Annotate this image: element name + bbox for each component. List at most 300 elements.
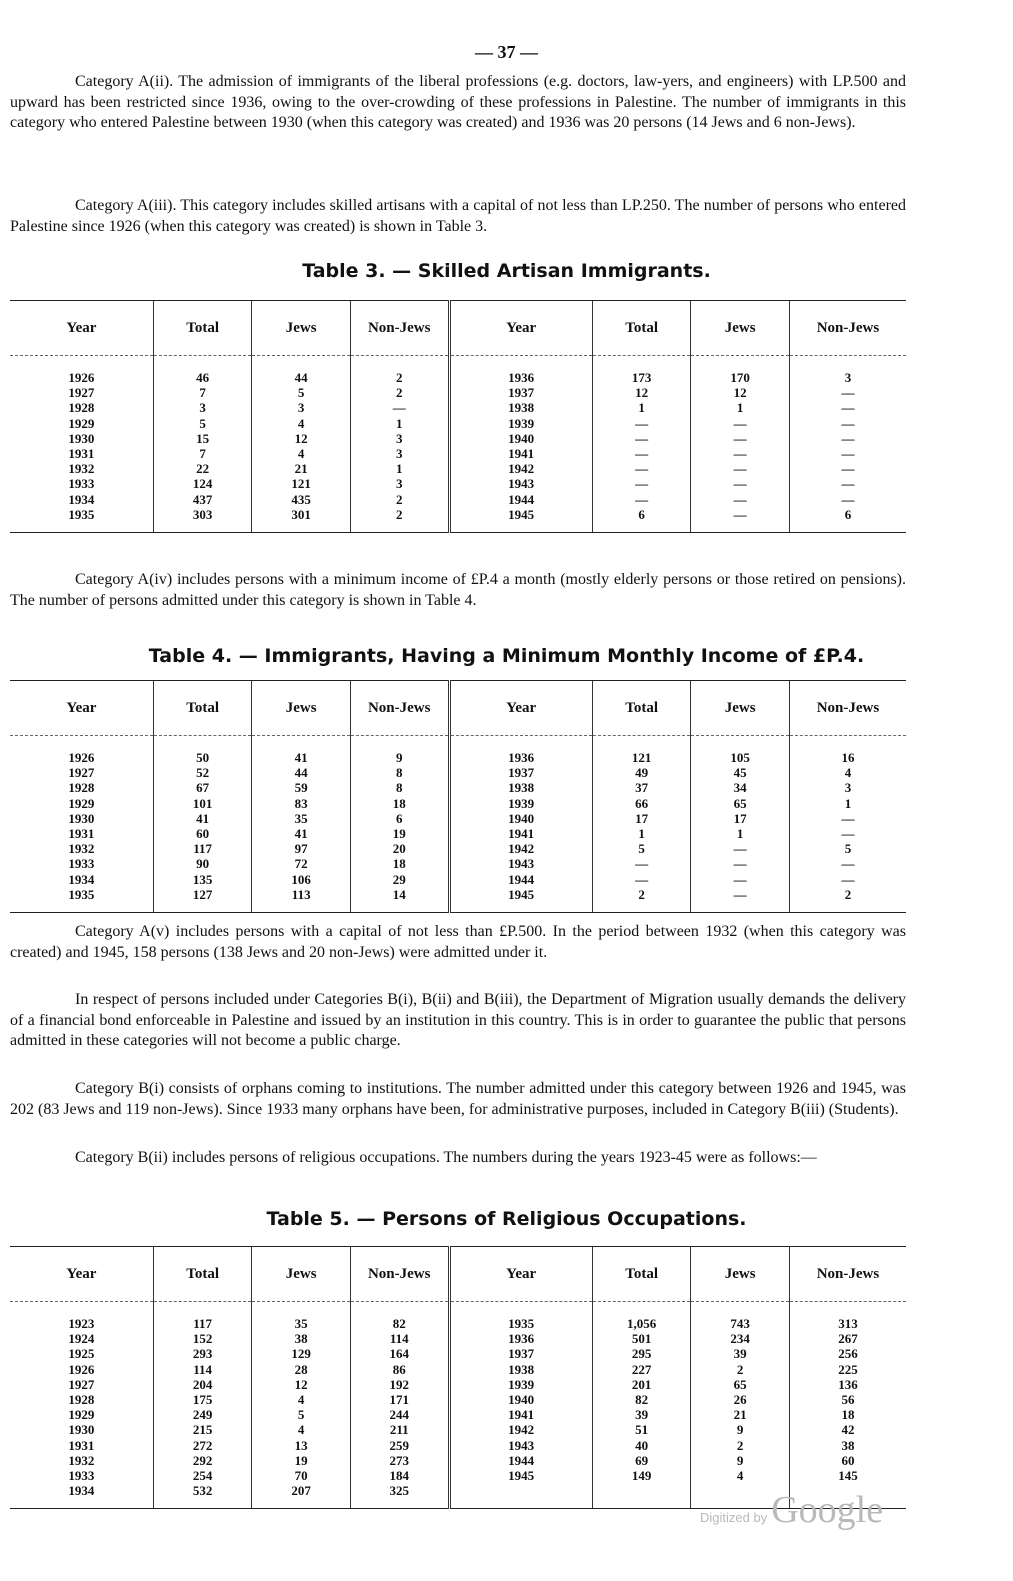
table-cell: 301 [252, 507, 351, 533]
table-4-title: Table 4. — Immigrants, Having a Minimum Monthly Income of £P.4. [148, 645, 865, 667]
table-cell: 60 [153, 826, 252, 841]
table-cell: 17 [592, 811, 691, 826]
table-cell: 532 [153, 1483, 252, 1509]
table-cell: 65 [691, 1377, 790, 1392]
table-row [10, 461, 906, 476]
column-header: Jews [252, 681, 351, 736]
table-cell: — [789, 476, 906, 491]
table-cell: 1934 [68, 491, 95, 507]
table-cell: 70 [252, 1468, 351, 1483]
table-cell: 3 [153, 400, 252, 415]
table-cell: 113 [252, 887, 351, 913]
table-row [10, 856, 906, 871]
table-cell: 14 [350, 887, 449, 913]
table-cell: — [691, 461, 790, 476]
table-row [10, 1392, 906, 1407]
table-cell: 1940 [449, 431, 592, 446]
table-cell: 4 [691, 1468, 790, 1483]
table-cell: 1938 [449, 1362, 592, 1377]
column-header: Total [592, 1247, 691, 1302]
table-cell: 204 [153, 1377, 252, 1392]
table-cell: 105 [691, 736, 790, 766]
table-cell: 22 [153, 461, 252, 476]
paragraph-category-a-iii: Category A(iii). This category includes skilled artisans with a capital of not less than LP.250. The number of persons who entered Palestine since 1926 (when this category was created) is shown in Table 3. [10, 197, 906, 235]
table-cell: 59 [252, 780, 351, 795]
table-cell: 8 [350, 765, 449, 780]
table-row [10, 1331, 906, 1346]
table-cell: 303 [153, 507, 252, 533]
table-cell: 1942 [449, 841, 592, 856]
column-header: Year [10, 301, 153, 356]
column-header: Year [449, 1247, 592, 1302]
table-cell: 437 [153, 492, 252, 507]
table-cell: 15 [153, 431, 252, 446]
table-cell: 9 [691, 1453, 790, 1468]
table-cell: 21 [691, 1407, 790, 1422]
table-cell: 60 [789, 1453, 906, 1468]
table-cell: 19 [252, 1453, 351, 1468]
table-cell: 121 [592, 736, 691, 766]
table-cell: — [789, 461, 906, 476]
table-cell: 114 [350, 1331, 449, 1346]
table-cell: 1934 [10, 1483, 153, 1509]
column-header: Non-Jews [350, 1247, 449, 1302]
table-cell: 66 [592, 796, 691, 811]
table-cell: 101 [153, 796, 252, 811]
table-cell: 69 [592, 1453, 691, 1468]
column-header: Non-Jews [350, 681, 449, 736]
table-row [10, 446, 906, 461]
table-cell: — [789, 811, 906, 826]
table-cell: 171 [350, 1392, 449, 1407]
table-cell: — [592, 856, 691, 871]
table-cell: 1932 [68, 841, 95, 857]
table-cell: 72 [252, 856, 351, 871]
table-cell: 1940 [449, 811, 592, 826]
table-cell: 1928 [68, 1392, 95, 1408]
table-cell: — [592, 461, 691, 476]
table-cell: 170 [691, 356, 790, 386]
table-cell: 325 [350, 1483, 449, 1509]
table-cell: 41 [252, 826, 351, 841]
table-cell: 127 [153, 887, 252, 913]
table-cell: 12 [691, 385, 790, 400]
table-cell: 2 [350, 385, 449, 400]
column-header: Jews [252, 301, 351, 356]
table-cell: 1940 [449, 1392, 592, 1407]
paragraph-categories-b: In respect of persons included under Categories B(i), B(ii) and B(iii), the Department of Migration usually demands the delivery of a financial bond enforceable in Palestine and issued by an institution in this country. This is in order to guarantee the public that persons admitted in these categories will not become a public charge. [10, 991, 906, 1049]
table-cell: 211 [350, 1422, 449, 1437]
table-cell: 1924 [68, 1331, 95, 1347]
table-cell: 17 [691, 811, 790, 826]
table-row [10, 1453, 906, 1468]
table-cell: — [691, 872, 790, 887]
table-cell: 35 [252, 811, 351, 826]
table-cell: 1930 [68, 430, 95, 446]
table-cell: 1939 [449, 416, 592, 431]
table-cell: 1932 [68, 1452, 95, 1468]
table-row [10, 780, 906, 795]
table-cell: 97 [252, 841, 351, 856]
table-cell: 37 [592, 780, 691, 795]
watermark-logo-text: Google [771, 1489, 884, 1531]
table-cell: — [592, 446, 691, 461]
table-cell: 1937 [449, 1346, 592, 1361]
table-cell: 49 [592, 765, 691, 780]
table-cell: 117 [153, 841, 252, 856]
table-cell: 41 [153, 811, 252, 826]
table-cell: 1929 [68, 795, 95, 811]
table-cell: 249 [153, 1407, 252, 1422]
table-cell: — [592, 431, 691, 446]
table-cell: 1930 [68, 810, 95, 826]
table-cell: 2 [691, 1438, 790, 1453]
table-cell: 3 [350, 431, 449, 446]
table-cell: 135 [153, 872, 252, 887]
table-cell: 1945 [449, 1468, 592, 1483]
table-cell: 207 [252, 1483, 351, 1509]
table-cell: 273 [350, 1453, 449, 1468]
table-cell: 225 [789, 1362, 906, 1377]
table-cell: 45 [691, 765, 790, 780]
table-cell: 173 [592, 356, 691, 386]
table-row [10, 841, 906, 856]
table-cell: 29 [350, 872, 449, 887]
table-row [10, 1422, 906, 1437]
table-cell: 7 [153, 446, 252, 461]
table-row [10, 385, 906, 400]
table-cell: 44 [252, 356, 351, 386]
column-header: Non-Jews [789, 301, 906, 356]
table-cell: 201 [592, 1377, 691, 1392]
table-cell: 227 [592, 1362, 691, 1377]
table-cell: 4 [252, 416, 351, 431]
table-cell: 1943 [449, 856, 592, 871]
table-cell: 6 [350, 811, 449, 826]
table-cell: 3 [789, 780, 906, 795]
table-row [10, 1377, 906, 1392]
table-cell: 256 [789, 1346, 906, 1361]
table-cell: — [789, 416, 906, 431]
table-cell: 12 [252, 431, 351, 446]
table-cell: 292 [153, 1453, 252, 1468]
column-header: Jews [691, 681, 790, 736]
table-cell: 1931 [68, 446, 95, 462]
table-row [10, 1302, 906, 1332]
table-cell: 1929 [68, 1407, 95, 1423]
table-cell: 2 [350, 356, 449, 386]
table-cell: 1945 [449, 507, 592, 533]
table-cell: 65 [691, 796, 790, 811]
table-cell: 83 [252, 796, 351, 811]
table-cell: — [789, 872, 906, 887]
table-cell: — [592, 416, 691, 431]
table-cell: 12 [592, 385, 691, 400]
table-cell: — [789, 856, 906, 871]
table-cell: 1942 [449, 461, 592, 476]
table-cell: — [691, 887, 790, 913]
table-cell: 501 [592, 1331, 691, 1346]
table-cell: 1 [789, 796, 906, 811]
column-header: Non-Jews [789, 681, 906, 736]
table-cell: 295 [592, 1346, 691, 1361]
table-cell: 234 [691, 1331, 790, 1346]
table-cell: 1941 [449, 1407, 592, 1422]
table-cell: 1925 [68, 1346, 95, 1362]
paragraph-category-b-ii: Category B(ii) includes persons of religious occupations. The numbers during the years 1923-45 were as follows:— [75, 1149, 817, 1166]
table-cell: — [592, 476, 691, 491]
table-cell: 2 [350, 492, 449, 507]
table-cell: — [691, 476, 790, 491]
column-header: Jews [252, 1247, 351, 1302]
table-cell: 6 [592, 507, 691, 533]
table-cell: 313 [789, 1302, 906, 1332]
table-cell: 6 [789, 507, 906, 533]
table-cell: 244 [350, 1407, 449, 1422]
table-cell: 5 [252, 385, 351, 400]
table-cell: 52 [153, 765, 252, 780]
column-header: Total [153, 1247, 252, 1302]
table-cell: 28 [252, 1362, 351, 1377]
table-cell: 259 [350, 1438, 449, 1453]
table-cell: 1930 [68, 1422, 95, 1438]
table-cell: — [789, 385, 906, 400]
table-cell: 19 [350, 826, 449, 841]
paragraph-category-a-v: Category A(v) includes persons with a capital of not less than £P.500. In the period between 1932 (when this category was created) and 1945, 158 persons (138 Jews and 20 non-Jews) were admitted under it. [10, 923, 906, 961]
table-cell: 1933 [68, 1468, 95, 1484]
table-cell: 56 [789, 1392, 906, 1407]
paragraph-category-a-ii: Category A(ii). The admission of immigrants of the liberal professions (e.g. doctors, law-yers, and engineers) with LP.500 and upward has been restricted since 1936, owing to the over-crowding of these professions in Palestine. The number of immigrants in this category who entered Palestine between 1930 (when this category was created) and 1936 was 20 persons (14 Jews and 6 non-Jews). [10, 73, 906, 131]
table-cell: 1944 [449, 492, 592, 507]
table-cell: 1926 [68, 1361, 95, 1377]
table-cell: 38 [789, 1438, 906, 1453]
table-cell: — [789, 431, 906, 446]
table-cell: 1926 [68, 750, 95, 765]
table-cell: 1936 [449, 736, 592, 766]
column-header: Year [10, 1247, 153, 1302]
table-cell: — [592, 492, 691, 507]
table-header-row [10, 1247, 906, 1302]
table-cell: 42 [789, 1422, 906, 1437]
table-cell: 254 [153, 1468, 252, 1483]
table-cell: 2 [592, 887, 691, 913]
table-cell: 39 [592, 1407, 691, 1422]
table-header-row [10, 681, 906, 736]
table-cell: 1937 [449, 385, 592, 400]
table-cell: — [691, 841, 790, 856]
table-row [10, 1346, 906, 1361]
column-header: Jews [691, 1247, 790, 1302]
table-cell: 435 [252, 492, 351, 507]
table-cell: 82 [592, 1392, 691, 1407]
table-cell: 41 [252, 736, 351, 766]
table-cell: 13 [252, 1438, 351, 1453]
table-cell: 164 [350, 1346, 449, 1361]
table-row [10, 476, 906, 491]
table-cell [449, 1483, 592, 1509]
table-cell: 743 [691, 1302, 790, 1332]
table-5-religious-occupations [10, 1246, 906, 1509]
table-cell: 1935 [10, 507, 153, 533]
table-cell: 86 [350, 1362, 449, 1377]
table-cell: 1938 [449, 780, 592, 795]
table-cell: 1941 [449, 446, 592, 461]
table-cell: 1939 [449, 796, 592, 811]
table-cell: 1944 [449, 1453, 592, 1468]
table-cell: 1941 [449, 826, 592, 841]
table-cell: 1944 [449, 872, 592, 887]
paragraph-category-a-iv: Category A(iv) includes persons with a minimum income of £P.4 a month (mostly elderly persons or those retired on pensions). The number of persons admitted under this category is shown in Table 4. [10, 571, 906, 609]
table-cell: — [350, 400, 449, 415]
table-cell: 1 [350, 416, 449, 431]
table-cell: 1935 [449, 1302, 592, 1332]
table-cell: 35 [252, 1302, 351, 1332]
table-cell: 67 [153, 780, 252, 795]
table-cell: — [691, 446, 790, 461]
table-cell: 1927 [68, 765, 95, 781]
column-header: Total [153, 681, 252, 736]
table-cell: 5 [153, 416, 252, 431]
table-row [10, 796, 906, 811]
table-cell: 149 [592, 1468, 691, 1483]
table-cell: 1 [691, 400, 790, 415]
table-cell: — [691, 507, 790, 533]
table-row [10, 826, 906, 841]
column-header: Year [449, 681, 592, 736]
table-cell: 44 [252, 765, 351, 780]
table-row [10, 872, 906, 887]
table-row [10, 811, 906, 826]
table-row [10, 400, 906, 415]
table-cell: 46 [153, 356, 252, 386]
table-cell: 9 [350, 736, 449, 766]
table-cell: 272 [153, 1438, 252, 1453]
table-cell: 1,056 [592, 1302, 691, 1332]
column-header: Year [449, 301, 592, 356]
table-cell: 1936 [449, 1331, 592, 1346]
table-cell: 21 [252, 461, 351, 476]
table-row [10, 765, 906, 780]
table-cell: 82 [350, 1302, 449, 1332]
table-cell: 1943 [449, 1438, 592, 1453]
table-cell: — [789, 492, 906, 507]
table-cell: 1 [592, 400, 691, 415]
table-row [10, 1407, 906, 1422]
table-cell: 1927 [68, 385, 95, 401]
table-row [10, 356, 906, 386]
table-cell: — [789, 446, 906, 461]
table-row [10, 1468, 906, 1483]
table-cell: 50 [153, 736, 252, 766]
google-watermark [700, 1488, 883, 1532]
table-cell: — [789, 826, 906, 841]
table-cell: 34 [691, 780, 790, 795]
table-row [10, 887, 906, 913]
table-cell: 8 [350, 780, 449, 795]
table-cell: 2 [350, 507, 449, 533]
table-cell: 175 [153, 1392, 252, 1407]
table-cell: — [691, 492, 790, 507]
table-cell: 18 [350, 856, 449, 871]
watermark-small-text: Digitized by [700, 1510, 768, 1525]
table-cell: 4 [252, 1392, 351, 1407]
table-cell: 3 [789, 356, 906, 386]
table-cell: 3 [252, 400, 351, 415]
table-cell: 3 [350, 476, 449, 491]
table-cell: 16 [789, 736, 906, 766]
table-cell: 145 [789, 1468, 906, 1483]
table-cell: 114 [153, 1362, 252, 1377]
table-cell: 5 [789, 841, 906, 856]
table-cell: 39 [691, 1346, 790, 1361]
table-cell: 1933 [68, 856, 95, 872]
table-row [10, 1438, 906, 1453]
table-cell [592, 1483, 691, 1509]
table-cell: 1926 [68, 370, 95, 385]
table-cell: 267 [789, 1331, 906, 1346]
table-cell: 1928 [68, 780, 95, 796]
table-cell: 51 [592, 1422, 691, 1437]
table-cell: 2 [691, 1362, 790, 1377]
table-row [10, 507, 906, 533]
column-header: Total [592, 681, 691, 736]
table-header-row [10, 301, 906, 356]
table-cell: 1939 [449, 1377, 592, 1392]
table-cell: — [691, 416, 790, 431]
table-cell: 184 [350, 1468, 449, 1483]
table-cell: 18 [789, 1407, 906, 1422]
table-cell: 1 [691, 826, 790, 841]
table-cell: 124 [153, 476, 252, 491]
table-cell: 7 [153, 385, 252, 400]
table-cell: 1935 [10, 887, 153, 913]
table-cell: 4 [789, 765, 906, 780]
table-cell: 152 [153, 1331, 252, 1346]
column-header: Non-Jews [789, 1247, 906, 1302]
column-header: Total [592, 301, 691, 356]
table-cell: 2 [789, 887, 906, 913]
table-cell: 90 [153, 856, 252, 871]
table-cell: 4 [252, 446, 351, 461]
table-cell: 1932 [68, 461, 95, 477]
table-cell: 293 [153, 1346, 252, 1361]
table-cell: — [789, 400, 906, 415]
table-cell: 1931 [68, 826, 95, 842]
table-3-skilled-artisans [10, 300, 906, 533]
table-4-minimum-income [10, 680, 906, 913]
table-cell: 1938 [449, 400, 592, 415]
table-cell: 1943 [449, 476, 592, 491]
table-cell: 1 [350, 461, 449, 476]
table-5-title: Table 5. — Persons of Religious Occupations. [266, 1208, 747, 1230]
table-cell: 215 [153, 1422, 252, 1437]
table-cell: 26 [691, 1392, 790, 1407]
column-header: Jews [691, 301, 790, 356]
table-cell: 1927 [68, 1376, 95, 1392]
table-row [10, 431, 906, 446]
page-number: — 37 — [475, 42, 538, 62]
table-cell: 121 [252, 476, 351, 491]
table-cell: 1 [592, 826, 691, 841]
table-cell: — [592, 872, 691, 887]
table-cell: 1945 [449, 887, 592, 913]
table-cell: 1933 [68, 476, 95, 492]
table-row [10, 1362, 906, 1377]
table-cell: 129 [252, 1346, 351, 1361]
table-cell: 38 [252, 1331, 351, 1346]
table-cell: 1923 [68, 1316, 95, 1331]
table-cell: — [691, 856, 790, 871]
